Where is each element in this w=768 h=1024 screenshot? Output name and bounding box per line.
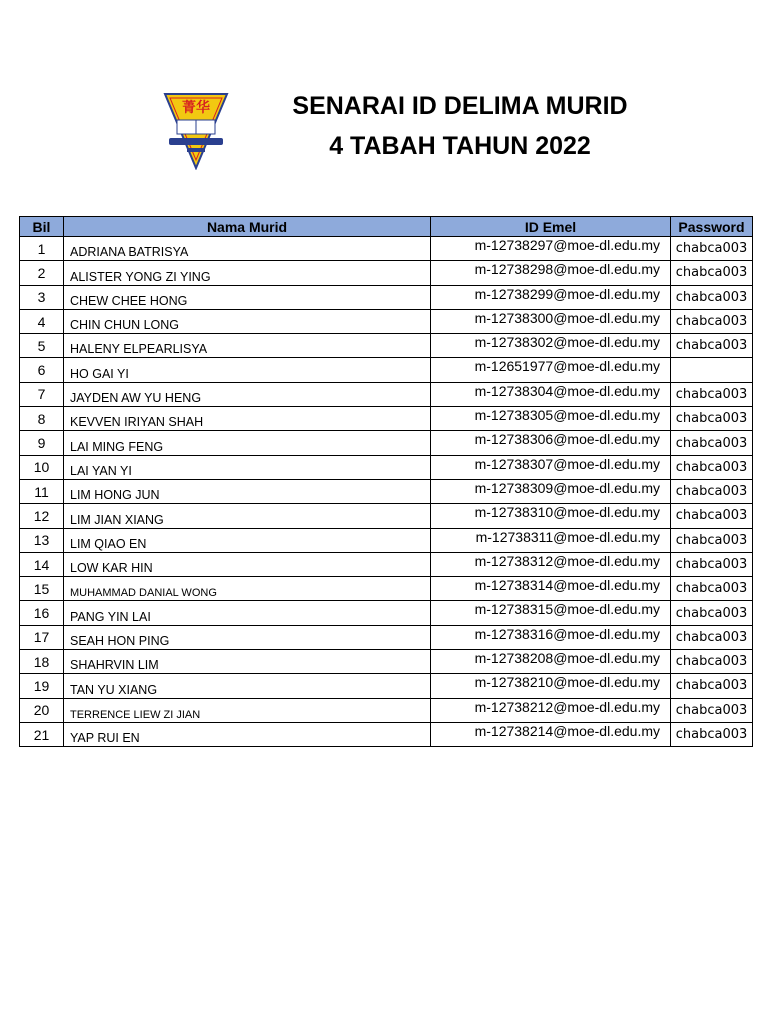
cell-bil: 6: [20, 358, 64, 382]
cell-bil: 8: [20, 407, 64, 431]
table-body: [20, 237, 753, 747]
cell-nama-murid: JAYDEN AW YU HENG: [64, 382, 431, 406]
table-row: [20, 722, 753, 746]
cell-password: chabca003: [671, 479, 753, 503]
cell-bil: 17: [20, 625, 64, 649]
cell-password: chabca003: [671, 334, 753, 358]
student-id-table: [19, 216, 752, 747]
table-header-row: [20, 217, 753, 237]
cell-id-emel: m-12738314@moe-dl.edu.my: [431, 577, 671, 601]
cell-bil: 4: [20, 309, 64, 333]
cell-nama-murid: SHAHRVIN LIM: [64, 650, 431, 674]
cell-bil: 21: [20, 722, 64, 746]
cell-nama-murid: LIM QIAO EN: [64, 528, 431, 552]
table-row: [20, 625, 753, 649]
cell-id-emel: m-12738316@moe-dl.edu.my: [431, 625, 671, 649]
table-row: [20, 552, 753, 576]
table-row: [20, 309, 753, 333]
cell-id-emel: m-12738310@moe-dl.edu.my: [431, 504, 671, 528]
cell-bil: 18: [20, 650, 64, 674]
cell-id-emel: m-12738210@moe-dl.edu.my: [431, 674, 671, 698]
table-row: [20, 528, 753, 552]
cell-id-emel: m-12738299@moe-dl.edu.my: [431, 285, 671, 309]
cell-nama-murid: PANG YIN LAI: [64, 601, 431, 625]
school-crest-logo: [163, 90, 229, 170]
cell-id-emel: m-12738305@moe-dl.edu.my: [431, 407, 671, 431]
table-row: [20, 334, 753, 358]
cell-password: chabca003: [671, 528, 753, 552]
title-line-2: 4 TABAH TAHUN 2022: [329, 132, 591, 160]
table-row: [20, 674, 753, 698]
cell-id-emel: m-12738300@moe-dl.edu.my: [431, 309, 671, 333]
cell-id-emel: m-12738312@moe-dl.edu.my: [431, 552, 671, 576]
cell-bil: 15: [20, 577, 64, 601]
cell-password: chabca003: [671, 407, 753, 431]
title-line-1: SENARAI ID DELIMA MURID: [292, 92, 628, 120]
cell-password: chabca003: [671, 309, 753, 333]
cell-password: chabca003: [671, 455, 753, 479]
cell-id-emel: m-12738212@moe-dl.edu.my: [431, 698, 671, 722]
cell-id-emel: m-12738214@moe-dl.edu.my: [431, 722, 671, 746]
cell-nama-murid: LIM JIAN XIANG: [64, 504, 431, 528]
cell-password: chabca003: [671, 601, 753, 625]
table-row: [20, 601, 753, 625]
cell-bil: 1: [20, 237, 64, 261]
column-header-id-emel: ID Emel: [431, 217, 671, 237]
cell-id-emel: m-12738307@moe-dl.edu.my: [431, 455, 671, 479]
cell-password: chabca003: [671, 552, 753, 576]
cell-bil: 19: [20, 674, 64, 698]
cell-password: [671, 358, 753, 382]
cell-nama-murid: LOW KAR HIN: [64, 552, 431, 576]
table-row: [20, 455, 753, 479]
cell-id-emel: m-12738306@moe-dl.edu.my: [431, 431, 671, 455]
table-row: [20, 698, 753, 722]
table-row: [20, 261, 753, 285]
cell-nama-murid: LIM HONG JUN: [64, 479, 431, 503]
cell-password: chabca003: [671, 261, 753, 285]
cell-id-emel: m-12738311@moe-dl.edu.my: [431, 528, 671, 552]
table-row: [20, 504, 753, 528]
column-header-bil: Bil: [20, 217, 64, 237]
cell-id-emel: m-12651977@moe-dl.edu.my: [431, 358, 671, 382]
table-row: [20, 382, 753, 406]
cell-nama-murid: CHEW CHEE HONG: [64, 285, 431, 309]
cell-nama-murid: HALENY ELPEARLISYA: [64, 334, 431, 358]
cell-bil: 7: [20, 382, 64, 406]
cell-password: chabca003: [671, 285, 753, 309]
cell-password: chabca003: [671, 625, 753, 649]
cell-bil: 12: [20, 504, 64, 528]
table-row: [20, 237, 753, 261]
cell-bil: 3: [20, 285, 64, 309]
cell-id-emel: m-12738208@moe-dl.edu.my: [431, 650, 671, 674]
svg-text:菁华: 菁华: [182, 100, 210, 116]
cell-nama-murid: TAN YU XIANG: [64, 674, 431, 698]
table-row: [20, 407, 753, 431]
table-row: [20, 479, 753, 503]
column-header-password: Password: [671, 217, 753, 237]
cell-id-emel: m-12738298@moe-dl.edu.my: [431, 261, 671, 285]
cell-nama-murid: LAI MING FENG: [64, 431, 431, 455]
table-row: [20, 285, 753, 309]
cell-bil: 13: [20, 528, 64, 552]
cell-password: chabca003: [671, 382, 753, 406]
cell-id-emel: m-12738302@moe-dl.edu.my: [431, 334, 671, 358]
table-row: [20, 577, 753, 601]
cell-nama-murid: YAP RUI EN: [64, 722, 431, 746]
cell-nama-murid: TERRENCE LIEW ZI JIAN: [64, 698, 431, 722]
cell-bil: 5: [20, 334, 64, 358]
cell-id-emel: m-12738304@moe-dl.edu.my: [431, 382, 671, 406]
cell-bil: 16: [20, 601, 64, 625]
cell-password: chabca003: [671, 237, 753, 261]
table-row: [20, 431, 753, 455]
cell-bil: 10: [20, 455, 64, 479]
cell-nama-murid: LAI YAN YI: [64, 455, 431, 479]
cell-password: chabca003: [671, 650, 753, 674]
cell-nama-murid: SEAH HON PING: [64, 625, 431, 649]
cell-password: chabca003: [671, 504, 753, 528]
cell-password: chabca003: [671, 577, 753, 601]
cell-bil: 2: [20, 261, 64, 285]
cell-password: chabca003: [671, 431, 753, 455]
cell-password: chabca003: [671, 722, 753, 746]
cell-password: chabca003: [671, 698, 753, 722]
cell-bil: 9: [20, 431, 64, 455]
cell-bil: 11: [20, 479, 64, 503]
cell-id-emel: m-12738309@moe-dl.edu.my: [431, 479, 671, 503]
column-header-nama-murid: Nama Murid: [64, 217, 431, 237]
cell-nama-murid: KEVVEN IRIYAN SHAH: [64, 407, 431, 431]
cell-bil: 14: [20, 552, 64, 576]
cell-id-emel: m-12738315@moe-dl.edu.my: [431, 601, 671, 625]
cell-nama-murid: ALISTER YONG ZI YING: [64, 261, 431, 285]
cell-id-emel: m-12738297@moe-dl.edu.my: [431, 237, 671, 261]
table-row: [20, 358, 753, 382]
cell-nama-murid: ADRIANA BATRISYA: [64, 237, 431, 261]
cell-nama-murid: HO GAI YI: [64, 358, 431, 382]
cell-bil: 20: [20, 698, 64, 722]
page-title: [250, 86, 670, 166]
cell-nama-murid: MUHAMMAD DANIAL WONG: [64, 577, 431, 601]
table-row: [20, 650, 753, 674]
cell-password: chabca003: [671, 674, 753, 698]
cell-nama-murid: CHIN CHUN LONG: [64, 309, 431, 333]
